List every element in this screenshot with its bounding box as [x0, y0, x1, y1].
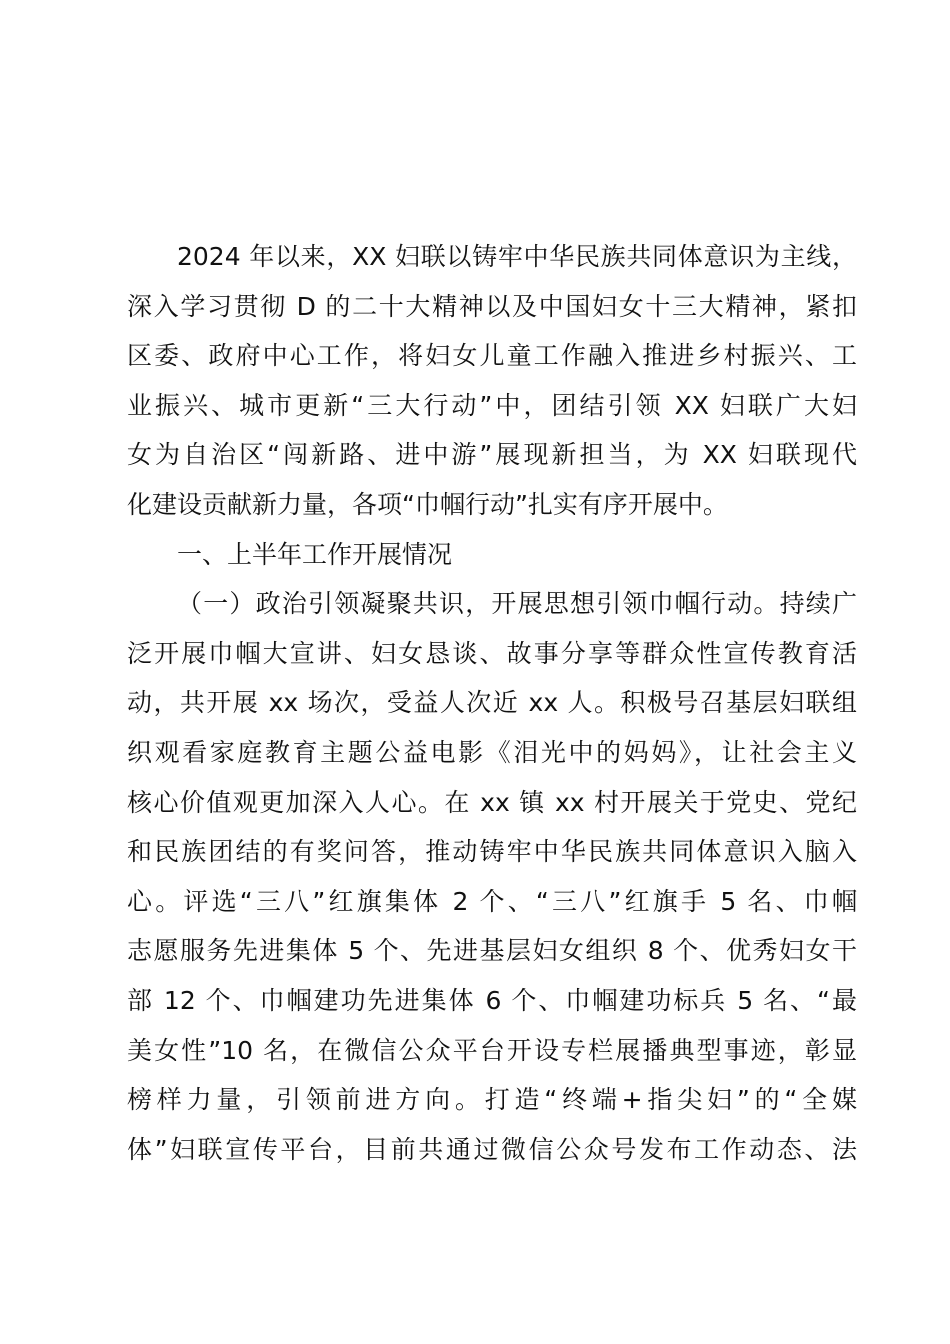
paragraph-2-line: 榜样力量，引领前进方向。打造“终端+指尖妇”的“全媒 [127, 1085, 857, 1115]
section-heading: 一、上半年工作开展情况 [177, 539, 453, 569]
paragraph-2-line: 心。评选“三八”红旗集体 2 个、“三八”红旗手 5 名、巾帼 [127, 886, 857, 916]
paragraph-2-line: 核心价值观更加深入人心。在 xx 镇 xx 村开展关于党史、党纪 [127, 787, 857, 817]
paragraph-1-line: 深入学习贯彻 D 的二十大精神以及中国妇女十三大精神，紧扣 [127, 291, 857, 321]
paragraph-1-line: 女为自治区“闯新路、进中游”展现新担当，为 XX 妇联现代 [127, 440, 857, 470]
paragraph-1-line: 业振兴、城市更新“三大行动”中，团结引领 XX 妇联广大妇 [127, 390, 857, 420]
paragraph-2-line: 美女性”10 名，在微信公众平台开设专栏展播典型事迹，彰显 [127, 1035, 857, 1065]
paragraph-2-line: 动，共开展 xx 场次，受益人次近 xx 人。积极号召基层妇联组 [127, 688, 857, 718]
paragraph-2-line: （一）政治引领凝聚共识，开展思想引领巾帼行动。持续广 [177, 589, 857, 619]
document-body [127, 232, 857, 1174]
paragraph-2-line: 泛开展巾帼大宣讲、妇女恳谈、故事分享等群众性宣传教育活 [127, 638, 857, 668]
paragraph-2-line: 和民族团结的有奖问答，推动铸牢中华民族共同体意识入脑入 [127, 837, 857, 867]
paragraph-1-line: 区委、政府中心工作，将妇女儿童工作融入推进乡村振兴、工 [127, 341, 857, 371]
paragraph-2-line: 体”妇联宣传平台，目前共通过微信公众号发布工作动态、法 [127, 1134, 857, 1164]
paragraph-1-line: 化建设贡献新力量，各项“巾帼行动”扎实有序开展中。 [127, 489, 728, 519]
paragraph-2-line: 织观看家庭教育主题公益电影《泪光中的妈妈》，让社会主义 [127, 737, 857, 767]
paragraph-2-line: 志愿服务先进集体 5 个、先进基层妇女组织 8 个、优秀妇女干 [127, 936, 857, 966]
paragraph-1-line: 2024 年以来，XX 妇联以铸牢中华民族共同体意识为主线， [177, 242, 857, 271]
paragraph-2-line: 部 12 个、巾帼建功先进集体 6 个、巾帼建功标兵 5 名、“最 [127, 985, 857, 1015]
